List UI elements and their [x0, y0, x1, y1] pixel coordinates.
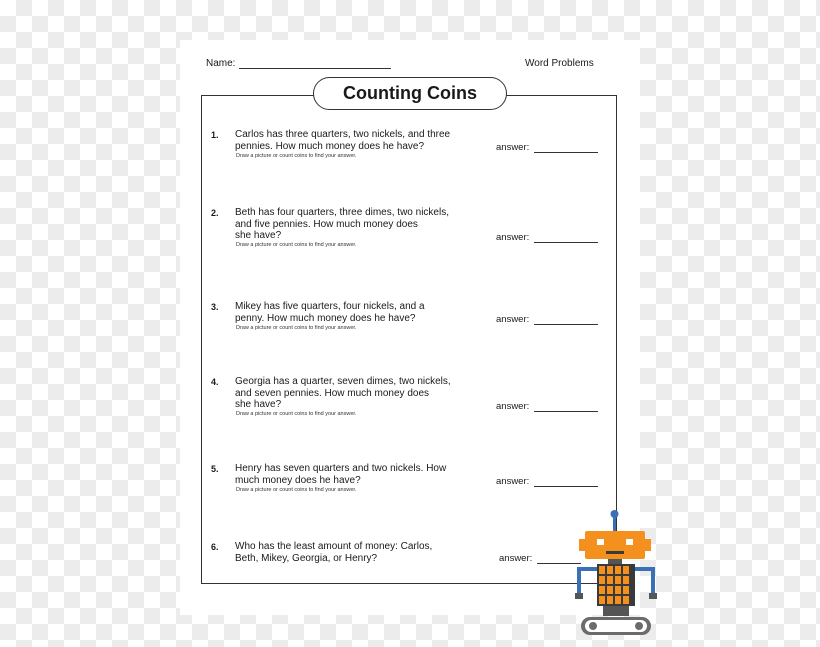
problem-5-answer: [496, 476, 598, 487]
problem-2-text: [235, 207, 475, 242]
robot-waist: [603, 606, 629, 616]
problem-4-line-1: Georgia has a quarter, seven dimes, two nickels,: [235, 376, 451, 387]
robot-icon: [575, 505, 657, 640]
problem-6-number: 6.: [211, 542, 219, 552]
problem-2-number: 2.: [211, 208, 219, 218]
answer-line: [534, 316, 598, 325]
problem-5-hint: Draw a picture or count coins to find your answer.: [236, 487, 357, 493]
problem-2-line-2: and five pennies. How much money does: [235, 218, 418, 230]
problem-5-line-2: much money does he have?: [235, 474, 361, 486]
problem-5-text: [235, 463, 475, 486]
robot-arm-right: [651, 567, 655, 595]
answer-line: [534, 234, 598, 243]
problem-5-line-1: Henry has seven quarters and two nickels. How: [235, 463, 447, 474]
robot-mouth: [606, 551, 624, 554]
problem-5-number: 5.: [211, 464, 219, 474]
robot-hand-left: [575, 593, 583, 599]
robot-wheel-right: [635, 622, 643, 630]
robot-antenna-tip: [611, 510, 619, 518]
answer-line: [534, 144, 598, 153]
answer-label: answer:: [496, 142, 530, 153]
problem-6-answer: [499, 553, 581, 564]
problem-1-number: 1.: [211, 130, 219, 140]
problem-2-hint: Draw a picture or count coins to find your answer.: [236, 242, 357, 248]
robot-arm-left: [577, 567, 581, 595]
problem-6-line-1: Who has the least amount of money: Carlos,: [235, 541, 433, 552]
answer-label: answer:: [496, 232, 530, 243]
problem-1-answer: [496, 142, 598, 153]
robot-wheel-left: [589, 622, 597, 630]
problem-2-line-3: she have?: [235, 230, 282, 242]
robot-shoulder-left: [581, 567, 597, 571]
problem-3-text: [235, 301, 475, 324]
answer-line: [534, 403, 598, 412]
name-label: Name:: [206, 58, 236, 69]
problem-3-answer: [496, 314, 598, 325]
problem-2-answer: [496, 232, 598, 243]
robot-ear-left: [579, 539, 587, 551]
robot-shoulder-right: [635, 567, 651, 571]
robot-eye-left: [597, 539, 604, 545]
problem-4-text: [235, 376, 475, 411]
problem-3-line-1: Mikey has five quarters, four nickels, and a: [235, 301, 425, 312]
answer-label: answer:: [496, 401, 530, 412]
problem-6-text: [235, 541, 475, 564]
robot-neck: [608, 559, 622, 564]
problem-4-line-3: she have?: [235, 399, 282, 411]
robot-hand-right: [649, 593, 657, 599]
problem-3-number: 3.: [211, 302, 219, 312]
problem-1-hint: Draw a picture or count coins to find your answer.: [236, 153, 357, 159]
problem-6-line-2: Beth, Mikey, Georgia, or Henry?: [235, 552, 378, 564]
problem-4-hint: Draw a picture or count coins to find your answer.: [236, 411, 357, 417]
problem-4-answer: [496, 401, 598, 412]
problem-3-line-2: penny. How much money does he have?: [235, 312, 416, 324]
problem-4-number: 4.: [211, 377, 219, 387]
problem-4-line-2: and seven pennies. How much money does: [235, 387, 430, 399]
problem-1-line-2: pennies. How much money does he have?: [235, 140, 425, 152]
worksheet-type: Word Problems: [525, 58, 594, 69]
answer-label: answer:: [499, 553, 533, 564]
robot-eye-right: [626, 539, 633, 545]
problem-3-hint: Draw a picture or count coins to find your answer.: [236, 325, 357, 331]
answer-label: answer:: [496, 314, 530, 325]
name-line: [239, 59, 391, 69]
answer-label: answer:: [496, 476, 530, 487]
robot-head: [585, 531, 645, 559]
robot-ear-right: [643, 539, 651, 551]
problems-frame: [201, 95, 617, 584]
page-title: Counting Coins: [313, 77, 507, 110]
answer-line: [534, 478, 598, 487]
name-field: [206, 58, 391, 69]
robot-antenna: [613, 517, 616, 531]
problem-1-line-1: Carlos has three quarters, two nickels, and three: [235, 129, 451, 140]
problem-1-text: [235, 129, 475, 152]
problem-2-line-1: Beth has four quarters, three dimes, two nickels,: [235, 207, 449, 218]
